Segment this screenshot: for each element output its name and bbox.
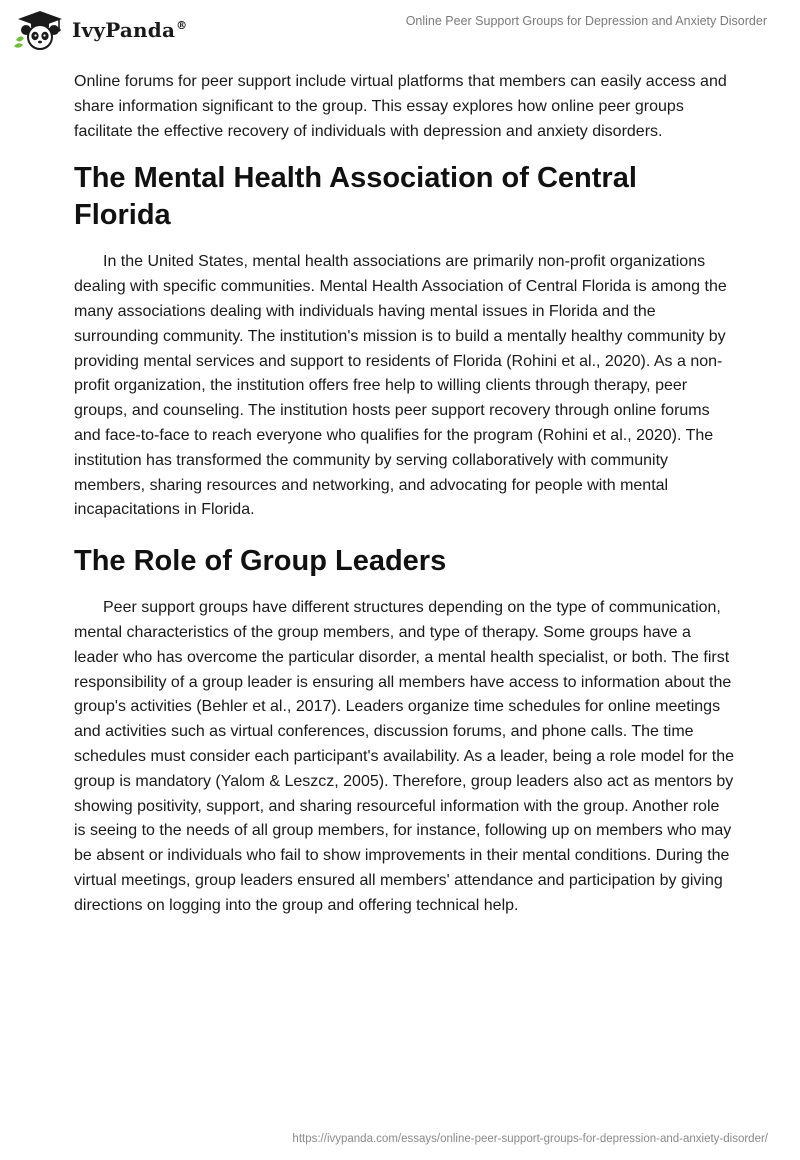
panda-graduate-logo-icon	[14, 10, 66, 50]
essay-content	[74, 70, 734, 919]
page-header	[0, 0, 800, 62]
intro-paragraph: Online forums for peer support include virtual platforms that members can easily access and share information significant to the group. This essay explores how online peer groups facilitate the effective recovery of individuals with depression and anxiety disorders.	[74, 73, 727, 140]
section-heading-mha-central-florida: The Mental Health Association of Central Florida	[74, 162, 637, 232]
brand-name	[72, 18, 187, 42]
document-title: Online Peer Support Groups for Depression and Anxiety Disorder	[405, 14, 767, 28]
brand-text: IvyPanda	[72, 18, 176, 42]
section-heading-group-leaders: The Role of Group Leaders	[74, 545, 447, 578]
source-url[interactable]: https://ivypanda.com/essays/online-peer-support-groups-for-depression-and-anxiety-disorder/	[292, 1133, 768, 1145]
brand-logo[interactable]	[14, 10, 187, 50]
registered-mark: ®	[176, 19, 188, 32]
section-paragraph-group-leaders: Peer support groups have different structures depending on the type of communication, mental characteristics of the group members, and type of therapy. Some groups have a leader who has overcome the particular disorder, a mental health specialist, or both. The first responsibility of a group leader is ensuring all members have access to information about the group's activities (Behler et al., 2017). Leaders organize time schedules for online meetings and activities such as virtual conferences, discussion forums, and phone calls. The time schedules must consider each participant's availability. As a leader, being a role model for the group is mandatory (Yalom & Leszcz, 2005). Therefore, group leaders also act as mentors by showing positivity, support, and sharing resourceful information with the group. Another role is seeing to the needs of all group members, for instance, following up on members who may be absent or individuals who fail to show improvements in their mental conditions. During the virtual meetings, group leaders ensured all members' attendance and participation by giving directions on logging into the group and offering technical help.	[74, 599, 735, 914]
section-paragraph-mha-central-florida: In the United States, mental health associations are primarily non-profit organizations dealing with specific communities. Mental Health Association of Central Florida is among the many associations dealing with individuals having mental issues in Florida and the surrounding community. The institution's mission is to build a mentally healthy community by providing mental services and support to residents of Florida (Rohini et al., 2020). As a non-profit organization, the institution offers free help to willing clients through therapy, peer groups, and counseling. The institution hosts peer support recovery through online forums and face-to-face to reach everyone who qualifies for the program (Rohini et al., 2020). The institution has transformed the community by serving collaboratively with community members, sharing resources and networking, and advocating for people with mental incapacitations in Florida.	[74, 253, 727, 519]
